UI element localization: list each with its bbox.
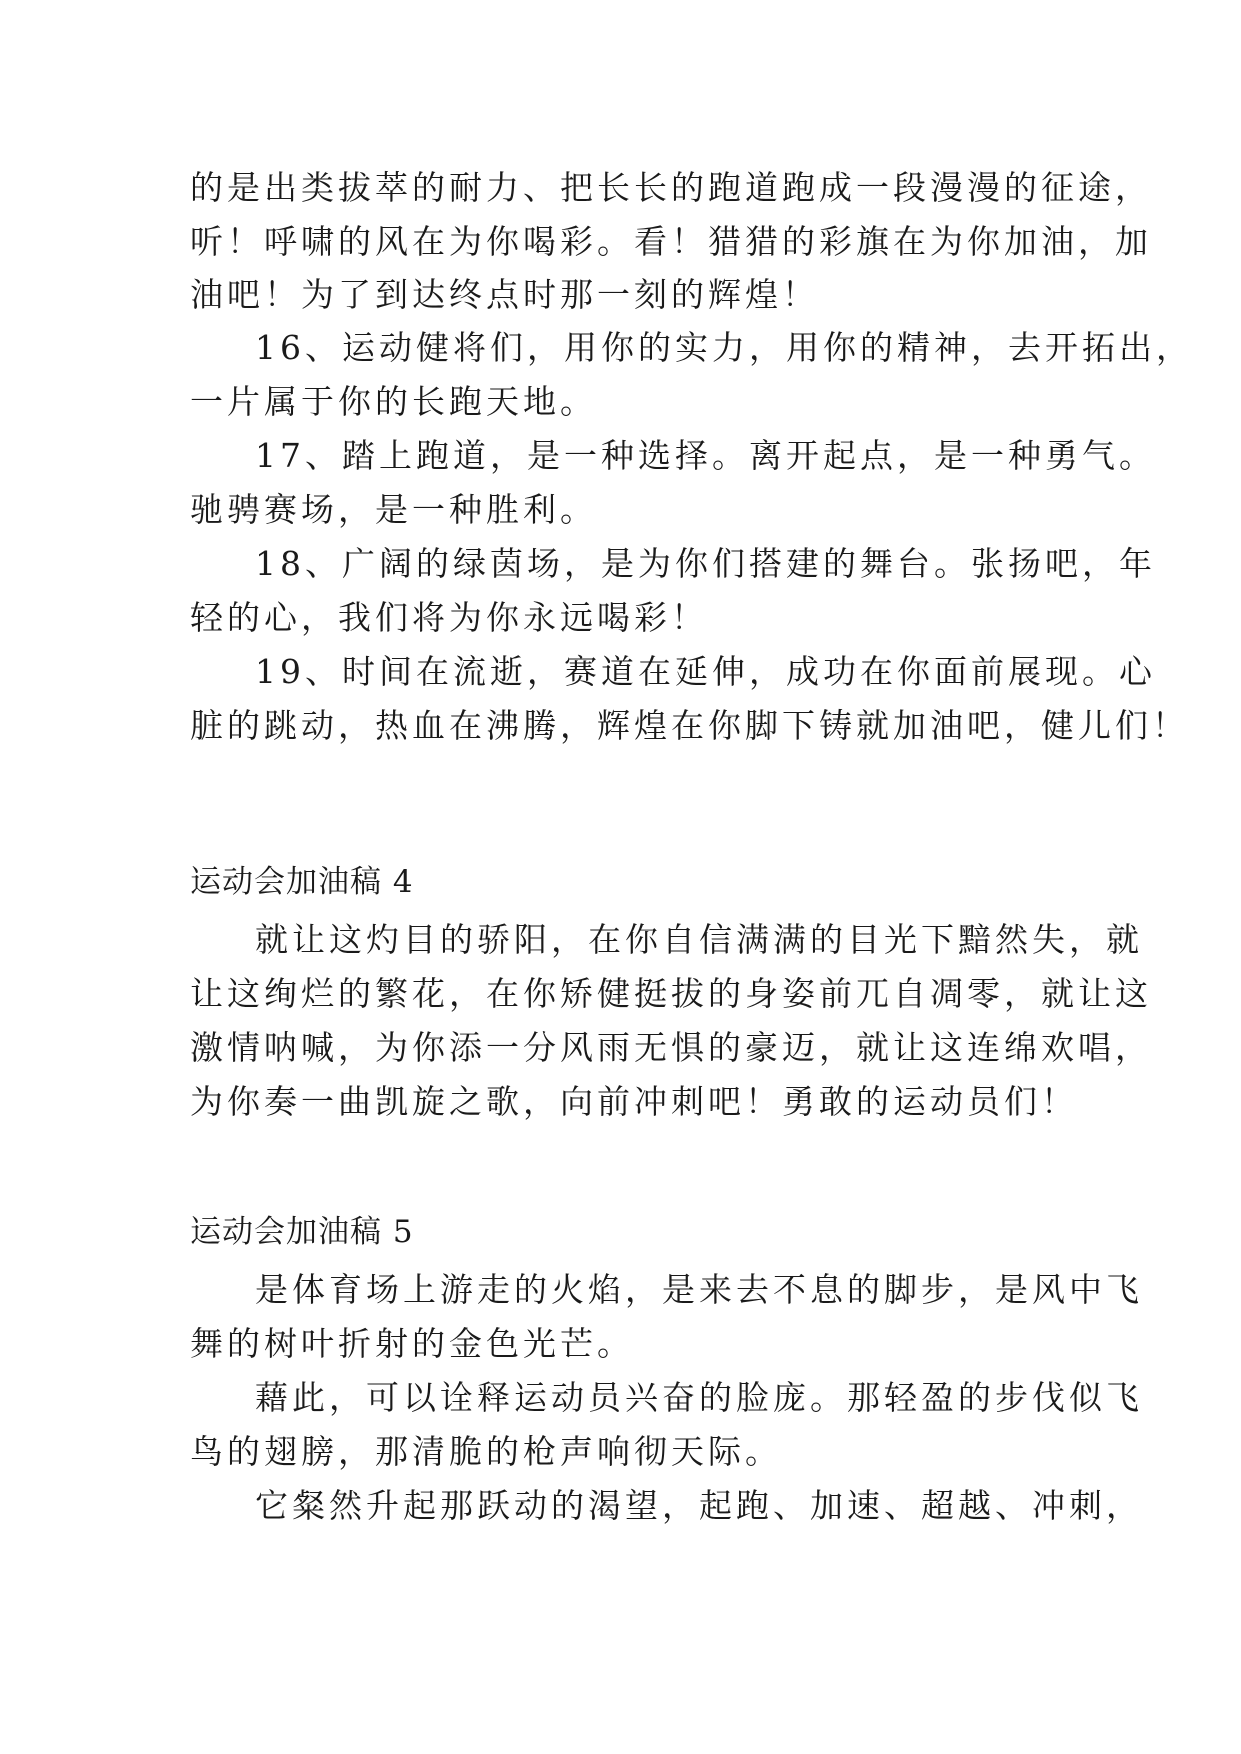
text-line: 让这绚烂的繁花，在你矫健挺拔的身姿前兀自凋零，就让这 [190, 974, 1152, 1013]
text-line: 鸟的翅膀，那清脆的枪声响彻天际。 [190, 1432, 782, 1471]
text-line: 它粲然升起那跃动的渴望，起跑、加速、超越、冲刺， [255, 1486, 1143, 1525]
text-line: 19、时间在流逝，赛道在延伸，成功在你面前展现。心 [255, 652, 1156, 691]
text-line: 为你奏一曲凯旋之歌，向前冲刺吧！勇敢的运动员们！ [190, 1082, 1078, 1121]
text-line: 的是出类拔萃的耐力、把长长的跑道跑成一段漫漫的征途， [190, 168, 1152, 207]
text-line: 藉此，可以诠释运动员兴奋的脸庞。那轻盈的步伐似飞 [255, 1378, 1143, 1417]
text-line: 油吧！为了到达终点时那一刻的辉煌！ [190, 275, 819, 314]
text-line: 激情呐喊，为你添一分风雨无惧的豪迈，就让这连绵欢唱， [190, 1028, 1152, 1067]
section-heading: 运动会加油稿 4 [190, 864, 414, 900]
text-line: 16、运动健将们，用你的实力，用你的精神，去开拓出， [255, 328, 1193, 367]
text-line: 听！呼啸的风在为你喝彩。看！猎猎的彩旗在为你加油，加 [190, 222, 1152, 261]
section-heading: 运动会加油稿 5 [190, 1214, 414, 1250]
text-line: 就让这灼目的骄阳，在你自信满满的目光下黯然失，就 [255, 920, 1143, 959]
text-line: 驰骋赛场，是一种胜利。 [190, 490, 597, 529]
text-line: 一片属于你的长跑天地。 [190, 382, 597, 421]
text-line: 舞的树叶折射的金色光芒。 [190, 1324, 634, 1363]
text-line: 18、广阔的绿茵场，是为你们搭建的舞台。张扬吧，年 [255, 544, 1156, 583]
text-line: 17、踏上跑道，是一种选择。离开起点，是一种勇气。 [255, 436, 1156, 475]
text-line: 脏的跳动，热血在沸腾，辉煌在你脚下铸就加油吧，健儿们！ [190, 706, 1189, 745]
text-line: 轻的心，我们将为你永远喝彩！ [190, 598, 708, 637]
text-line: 是体育场上游走的火焰，是来去不息的脚步，是风中飞 [255, 1270, 1143, 1309]
